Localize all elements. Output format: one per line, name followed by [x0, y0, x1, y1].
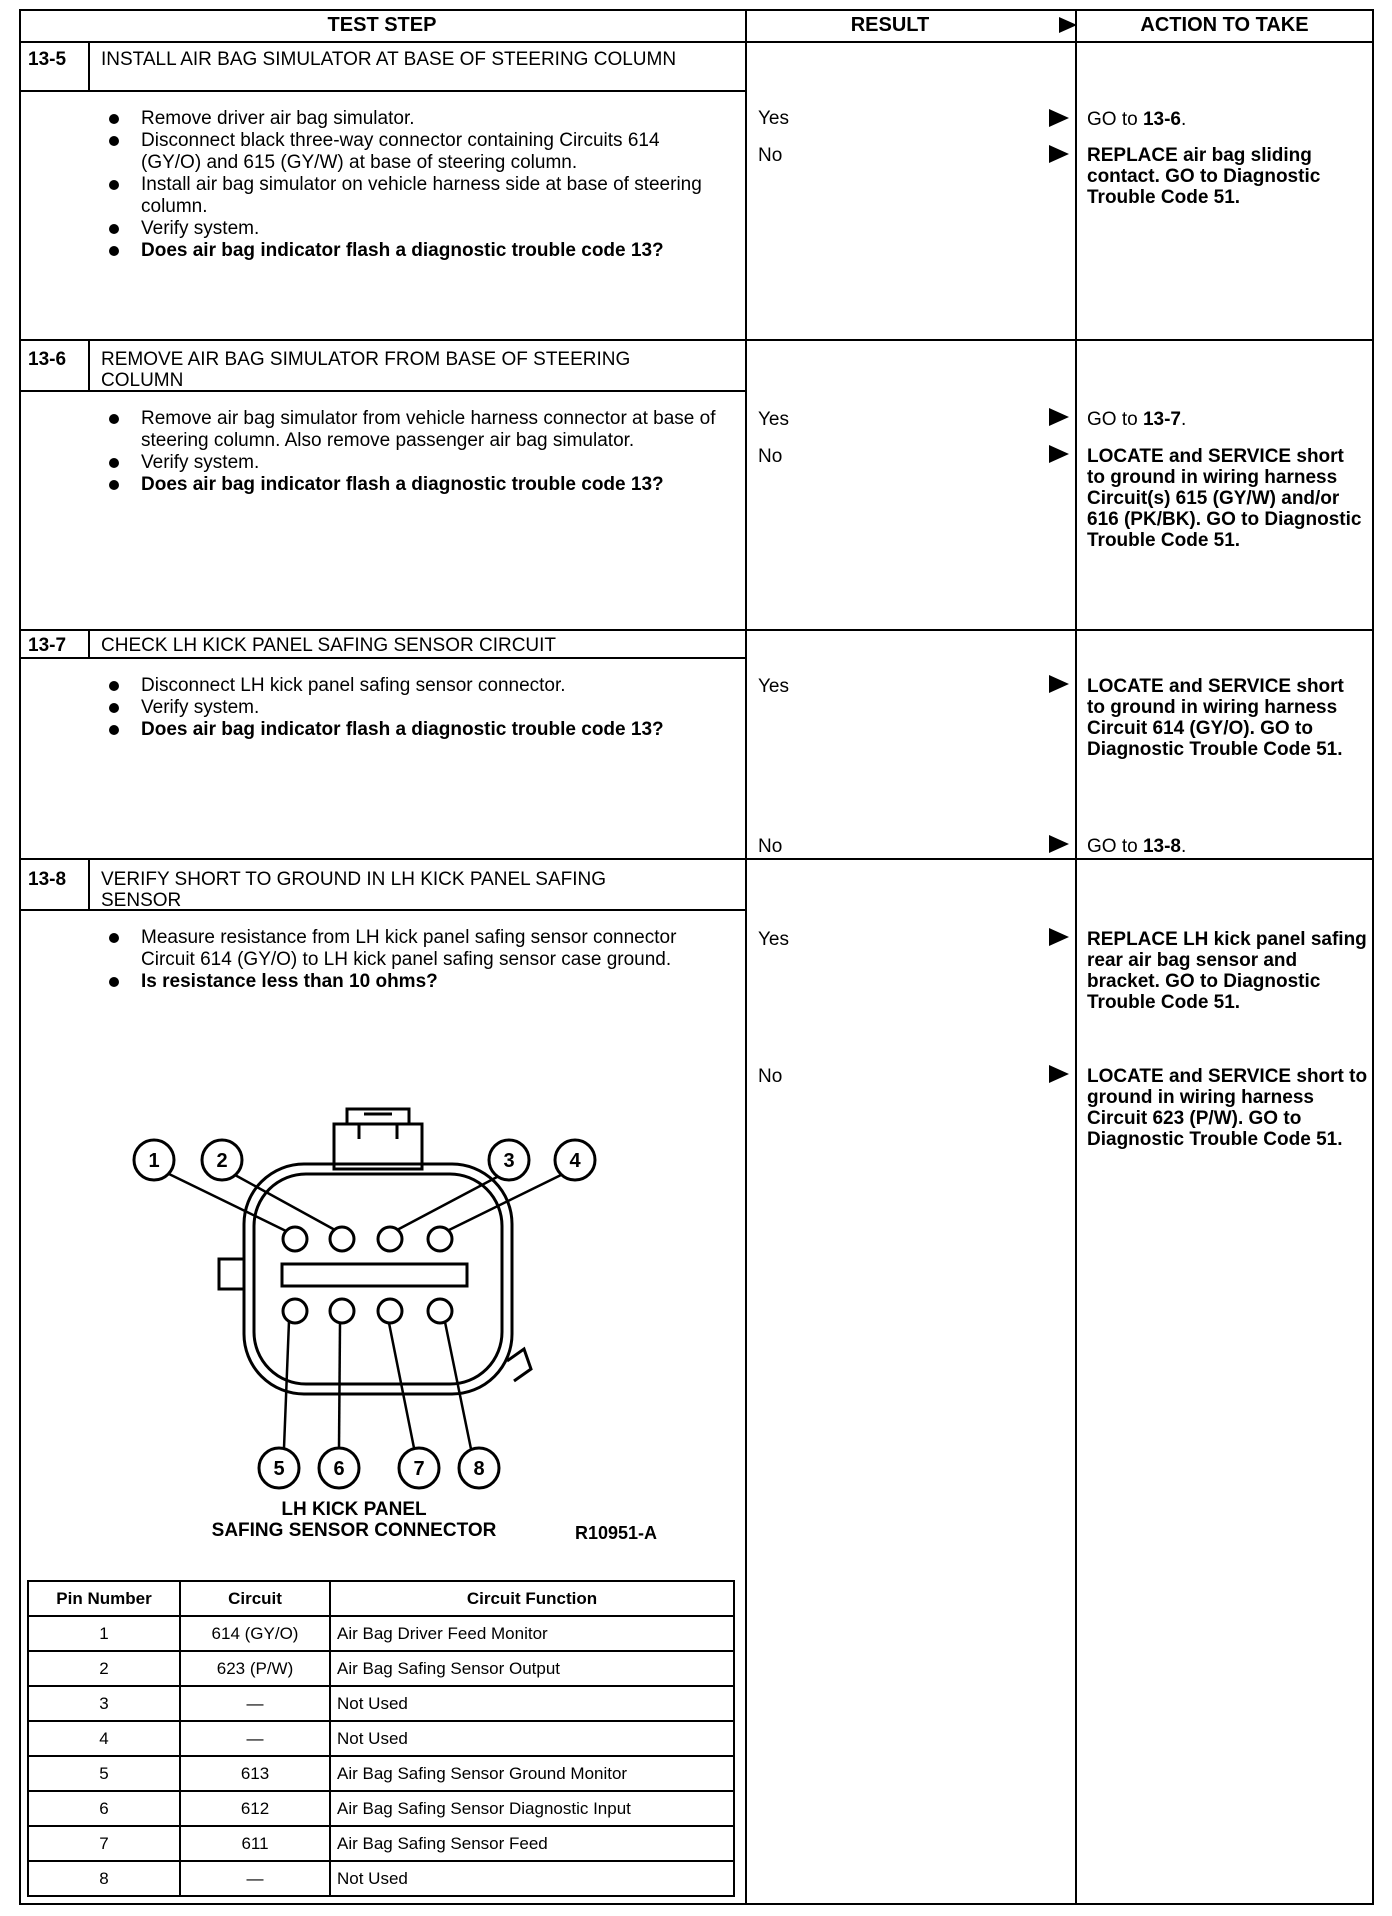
title-rule-13-7: [19, 657, 746, 659]
bullet-item: Verify system.: [101, 697, 721, 719]
action-text: GO to: [1087, 109, 1143, 130]
circuit: —: [180, 1721, 330, 1756]
circuit-function: Air Bag Safing Sensor Ground Monitor: [330, 1756, 734, 1791]
action-text: GO to: [1087, 409, 1143, 430]
divider-result-action: [1075, 9, 1077, 1905]
step-number: 13-5: [28, 49, 67, 70]
header-result: RESULT: [850, 14, 930, 36]
pin-callout: 2: [216, 1150, 228, 1172]
action-text: REPLACE air bag sliding contact. GO to Diagnostic Trouble Code 51.: [1087, 145, 1321, 208]
bullet-item: Verify system.: [101, 218, 721, 240]
bullet-question: Does air bag indicator flash a diagnostic trouble code 13?: [101, 719, 721, 741]
result-no: No: [758, 446, 783, 467]
pin-number: 1: [28, 1616, 180, 1651]
step-bullets: [101, 408, 721, 496]
step-bullets: [101, 108, 721, 262]
bullet-item: Measure resistance from LH kick panel safing sensor connector Circuit 614 (GY/O) to LH kick panel safing sensor case ground.: [101, 927, 721, 971]
arrow-icon: [1049, 109, 1069, 127]
action-text: GO to: [1087, 836, 1143, 857]
step-title: CHECK LH KICK PANEL SAFING SENSOR CIRCUIT: [101, 635, 557, 656]
step-number: 13-7: [28, 635, 67, 656]
step-title: INSTALL AIR BAG SIMULATOR AT BASE OF STEERING COLUMN: [101, 49, 677, 70]
bullet-question: Does air bag indicator flash a diagnostic trouble code 13?: [101, 240, 721, 262]
result-no: No: [758, 836, 783, 857]
circuit: 613: [180, 1756, 330, 1791]
arrow-icon: [1049, 675, 1069, 693]
circuit-function: Not Used: [330, 1721, 734, 1756]
figure-caption-line: LH KICK PANEL: [281, 1499, 427, 1520]
bullet-item: Disconnect black three-way connector containing Circuits 614 (GY/O) and 615 (GY/W) at base of steering column.: [101, 130, 721, 174]
divider-step-result: [745, 9, 747, 1905]
pin-callout: 5: [273, 1458, 285, 1480]
table-row: [28, 1861, 734, 1896]
step-number: 13-8: [28, 869, 67, 890]
circuit-function: Not Used: [330, 1686, 734, 1721]
figure-id: R10951-A: [575, 1523, 658, 1543]
step-number: 13-6: [28, 349, 67, 370]
divider-num-13-7: [88, 629, 90, 657]
divider-num-13-6: [88, 339, 90, 390]
divider-num-13-8: [88, 858, 90, 909]
action-text: LOCATE and SERVICE short to ground in wiring harness Circuit(s) 615 (GY/W) and/or 616 (PK/BK). GO to Diagnostic Trouble Code 51.: [1087, 446, 1362, 551]
figure-caption-line: SAFING SENSOR CONNECTOR: [211, 1520, 497, 1541]
bullet-item: Verify system.: [101, 452, 721, 474]
action-no: [1087, 1066, 1372, 1150]
action-text: .: [1181, 836, 1187, 857]
action-yes: [1087, 929, 1372, 1013]
circuit: —: [180, 1861, 330, 1896]
table-row: [28, 1651, 734, 1686]
diagnostic-page: [19, 9, 1374, 1905]
pin-number: 2: [28, 1651, 180, 1686]
header-action: ACTION TO TAKE: [1140, 14, 1309, 36]
action-text: LOCATE and SERVICE short to ground in wiring harness Circuit 614 (GY/O). GO to Diagnostic Trouble Code 51.: [1087, 676, 1344, 760]
pin-number: 3: [28, 1686, 180, 1721]
pin-callout: 4: [569, 1150, 581, 1172]
result-yes: Yes: [758, 676, 789, 697]
step-rule-13-8: [19, 858, 1374, 860]
pin-number: 4: [28, 1721, 180, 1756]
action-text: REPLACE LH kick panel safing rear air bag sensor and bracket. GO to Diagnostic Trouble Code 51.: [1087, 929, 1367, 1013]
result-no: No: [758, 1066, 783, 1087]
header-test-step: TEST STEP: [327, 14, 437, 36]
result-yes: Yes: [758, 108, 789, 129]
action-step-link: 13-8: [1142, 836, 1181, 857]
arrow-icon: [1049, 1065, 1069, 1083]
circuit-function: Air Bag Safing Sensor Output: [330, 1651, 734, 1686]
pin-number: 7: [28, 1826, 180, 1861]
arrow-icon: [1049, 145, 1069, 163]
figure-caption: [189, 1499, 519, 1541]
pin-table: [27, 1580, 735, 1897]
bullet-question: Is resistance less than 10 ohms?: [101, 971, 721, 993]
pin-number: 6: [28, 1791, 180, 1826]
step-rule-13-7: [19, 629, 1374, 631]
action-no: [1087, 836, 1362, 857]
pin-callout: 1: [148, 1150, 160, 1172]
action-step-link: 13-6: [1142, 109, 1181, 130]
title-rule-13-5: [19, 90, 746, 92]
pin-table-header: [28, 1581, 734, 1616]
safing-sensor-connector-diagram: [79, 1099, 679, 1529]
circuit: 623 (P/W): [180, 1651, 330, 1686]
pin-callout: 3: [503, 1150, 515, 1172]
table-row: [28, 1791, 734, 1826]
circuit-function: Air Bag Safing Sensor Diagnostic Input: [330, 1791, 734, 1826]
pin-number: 8: [28, 1861, 180, 1896]
divider-num-13-5: [88, 41, 90, 90]
bullet-item: Disconnect LH kick panel safing sensor connector.: [101, 675, 721, 697]
circuit: 611: [180, 1826, 330, 1861]
pin-callout: 7: [413, 1458, 425, 1480]
result-yes: Yes: [758, 409, 789, 430]
table-row: [28, 1721, 734, 1756]
table-row: [28, 1686, 734, 1721]
action-text: .: [1181, 409, 1187, 430]
table-row: [28, 1616, 734, 1651]
action-yes: [1087, 109, 1362, 130]
arrow-icon: [1049, 835, 1069, 853]
table-row: [28, 1826, 734, 1861]
action-no: [1087, 446, 1367, 551]
bullet-item: Install air bag simulator on vehicle harness side at base of steering column.: [101, 174, 721, 218]
result-yes: Yes: [758, 929, 789, 950]
action-step-link: 13-7: [1142, 409, 1181, 430]
arrow-icon: [1049, 928, 1069, 946]
header-rule: [19, 41, 1374, 43]
circuit: 614 (GY/O): [180, 1616, 330, 1651]
bullet-item: Remove air bag simulator from vehicle harness connector at base of steering column. Also remove passenger air bag simulator.: [101, 408, 721, 452]
circuit-function: Air Bag Safing Sensor Feed: [330, 1826, 734, 1861]
step-bullets: [101, 675, 721, 741]
circuit-function: Not Used: [330, 1861, 734, 1896]
bullet-question: Does air bag indicator flash a diagnostic trouble code 13?: [101, 474, 721, 496]
result-no: No: [758, 145, 783, 166]
action-text: .: [1181, 109, 1187, 130]
circuit: 612: [180, 1791, 330, 1826]
circuit: —: [180, 1686, 330, 1721]
arrow-icon: [1049, 408, 1069, 426]
arrow-icon: [1049, 445, 1069, 463]
action-text: LOCATE and SERVICE short to ground in wiring harness Circuit 623 (P/W). GO to Diagnostic Trouble Code 51.: [1087, 1066, 1368, 1150]
action-yes: [1087, 676, 1362, 760]
step-title: VERIFY SHORT TO GROUND IN LH KICK PANEL SAFING SENSOR: [101, 869, 607, 911]
step-rule-13-6: [19, 339, 1374, 341]
pin-number: 5: [28, 1756, 180, 1791]
pin-callout: 6: [333, 1458, 345, 1480]
column-header: Pin Number: [28, 1581, 180, 1616]
pin-callout: 8: [473, 1458, 485, 1480]
circuit-function: Air Bag Driver Feed Monitor: [330, 1616, 734, 1651]
bullet-item: Remove driver air bag simulator.: [101, 108, 721, 130]
table-row: [28, 1756, 734, 1791]
step-title: REMOVE AIR BAG SIMULATOR FROM BASE OF STEERING COLUMN: [101, 349, 631, 391]
step-bullets: [101, 927, 721, 993]
column-header: Circuit: [180, 1581, 330, 1616]
action-no: [1087, 145, 1367, 208]
column-header: Circuit Function: [330, 1581, 734, 1616]
action-yes: [1087, 409, 1362, 430]
